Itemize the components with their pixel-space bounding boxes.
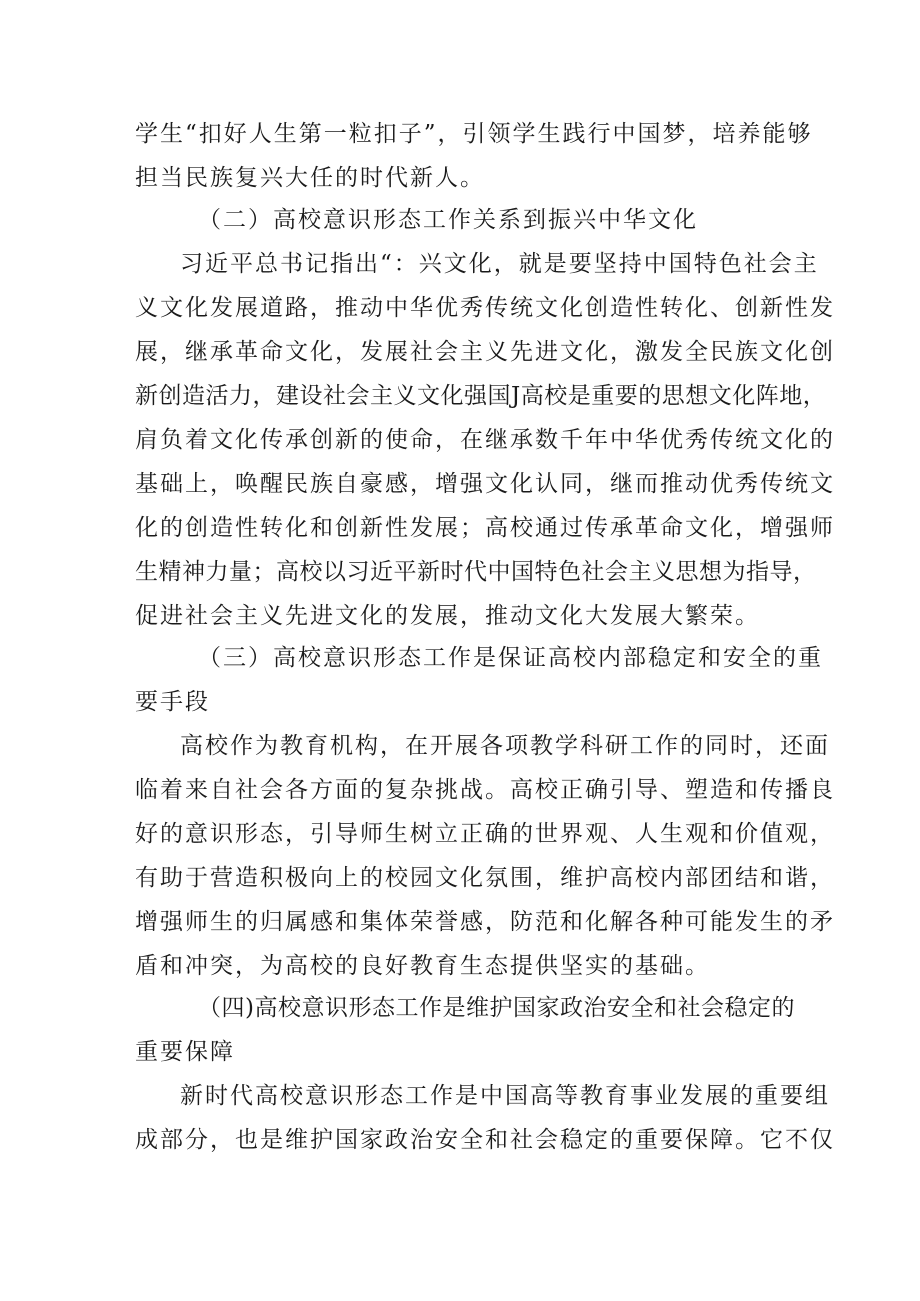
text-line: 化的创造性转化和创新性发展；高校通过传承革命文化，增强师 — [135, 515, 835, 541]
text-line: 学生“扣好人生第一粒扣子”，引领学生践行中国梦，培养能够 — [135, 121, 813, 147]
text-line: 有助于营造积极向上的校园文化氛围，维护高校内部团结和谐， — [135, 865, 835, 891]
text-line: 促进社会主义先进文化的发展，推动文化大发展大繁荣。 — [135, 603, 760, 629]
text-line: 新创造活力，建设社会主义文化强国J高校是重要的思想文化阵地， — [135, 383, 827, 409]
text-line: 好的意识形态，引导师生树立正确的世界观、人生观和价值观， — [135, 821, 835, 847]
text-line: 临着来自社会各方面的复杂挑战。高校正确引导、塑造和传播良 — [135, 777, 835, 803]
text-line: 基础上，唤醒民族自豪感，增强文化认同，继而推动优秀传统文 — [135, 471, 835, 497]
text-line: 增强师生的归属感和集体荣誉感，防范和化解各种可能发生的矛 — [135, 909, 835, 935]
text-line: 新时代高校意识形态工作是中国高等教育事业发展的重要组 — [180, 1083, 830, 1109]
text-line: 盾和冲突，为高校的良好教育生态提供坚实的基础。 — [135, 953, 710, 979]
section-heading-3: （三）高校意识形态工作是保证高校内部稳定和安全的重 — [198, 645, 823, 671]
section-heading-2: （二）高校意识形态工作关系到振兴中华文化 — [198, 207, 698, 233]
text-line: 习近平总书记指出“：兴文化，就是要坚持中国特色社会主 — [180, 251, 819, 277]
text-line: 高校作为教育机构，在开展各项教学科研工作的同时，还面 — [180, 733, 830, 759]
text-line: 展，继承革命文化，发展社会主义先进文化，激发全民族文化创 — [135, 339, 835, 365]
text-line: 生精神力量；高校以习近平新时代中国特色社会主义思想为指导， — [135, 559, 817, 585]
section-heading-4: （四)高校意识形态工作是维护国家政治安全和社会稳定的 — [198, 995, 795, 1021]
text-line: 成部分，也是维护国家政治安全和社会稳定的重要保障。它不仅 — [135, 1127, 835, 1153]
text-line: 义文化发展道路，推动中华优秀传统文化创造性转化、创新性发 — [135, 295, 835, 321]
section-heading-3-cont: 要手段 — [135, 689, 210, 715]
text-line: 担当民族复兴大任的时代新人。 — [135, 165, 485, 191]
section-heading-4-cont: 重要保障 — [135, 1039, 235, 1065]
text-line: 肩负着文化传承创新的使命，在继承数千年中华优秀传统文化的 — [135, 427, 835, 453]
